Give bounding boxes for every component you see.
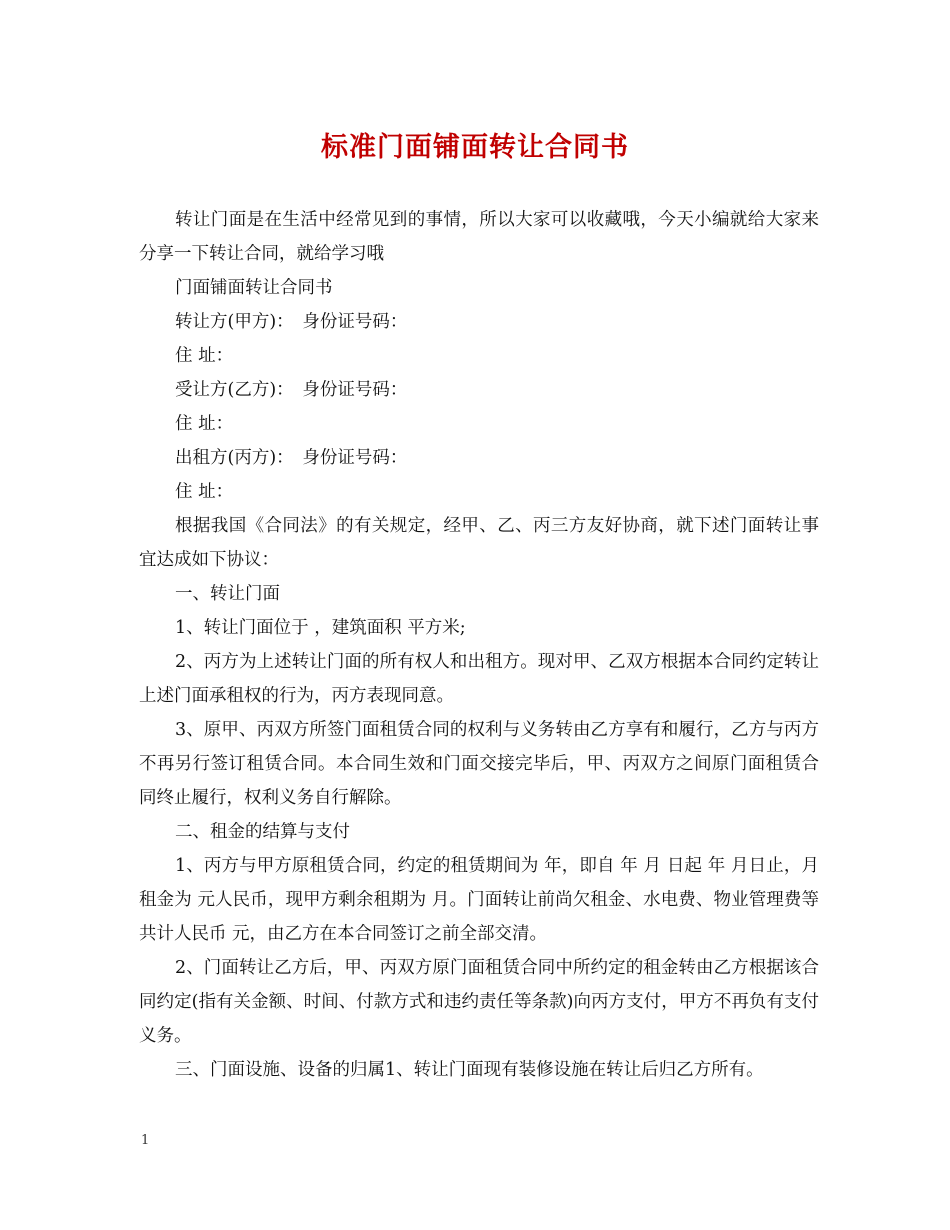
clause-1-2: 2、丙方为上述转让门面的所有权人和出租方。现对甲、乙双方根据本合同约定转让上述门面承租权的行为，丙方表现同意。	[139, 652, 819, 706]
clause-2-2: 2、门面转让乙方后，甲、丙双方原门面租赁合同中所约定的租金转由乙方根据该合同约定(指有关金额、时间、付款方式和违约责任等条款)向丙方支付，甲方不再负有支付义务。	[139, 958, 819, 1046]
document-body	[139, 203, 819, 1087]
clause-1-3: 3、原甲、丙双方所签门面租赁合同的权利与义务转由乙方享有和履行，乙方与丙方不再另行签订租赁合同。本合同生效和门面交接完毕后，甲、丙双方之间原门面租赁合同终止履行，权利义务自行解除。	[139, 720, 819, 808]
section-heading-1: 一、转让门面	[175, 584, 280, 604]
clause-1-1: 1、转让门面位于 ，建筑面积 平方米;	[175, 618, 466, 638]
preamble-paragraph: 根据我国《合同法》的有关规定，经甲、乙、丙三方友好协商，就下述门面转让事宜达成如下协议：	[139, 516, 819, 570]
contract-heading: 门面铺面转让合同书	[175, 278, 333, 298]
page-number: 1	[141, 1133, 150, 1148]
party-b-line: 受让方(乙方)： 身份证号码：	[175, 380, 408, 400]
party-b-address: 住 址：	[175, 414, 234, 434]
section-heading-2: 二、租金的结算与支付	[175, 822, 350, 842]
party-a-line: 转让方(甲方)： 身份证号码：	[175, 312, 408, 332]
intro-paragraph: 转让门面是在生活中经常见到的事情，所以大家可以收藏哦，今天小编就给大家来分享一下转让合同，就给学习哦	[139, 210, 819, 264]
party-c-line: 出租方(丙方)： 身份证号码：	[175, 448, 408, 468]
party-c-address: 住 址：	[175, 482, 234, 502]
clause-2-1: 1、丙方与甲方原租赁合同，约定的租赁期间为 年，即自 年 月 日起 年 月日止，月租金为 元人民币，现甲方剩余租期为 月。门面转让前尚欠租金、水电费、物业管理费等共计人民币 元，由乙方在本合同签订之前全部交清。	[139, 856, 819, 944]
document-title: 标准门面铺面转让合同书	[321, 132, 629, 163]
section-heading-3: 三、门面设施、设备的归属1、转让门面现有装修设施在转让后归乙方所有。	[175, 1060, 764, 1080]
party-a-address: 住 址：	[175, 346, 234, 366]
